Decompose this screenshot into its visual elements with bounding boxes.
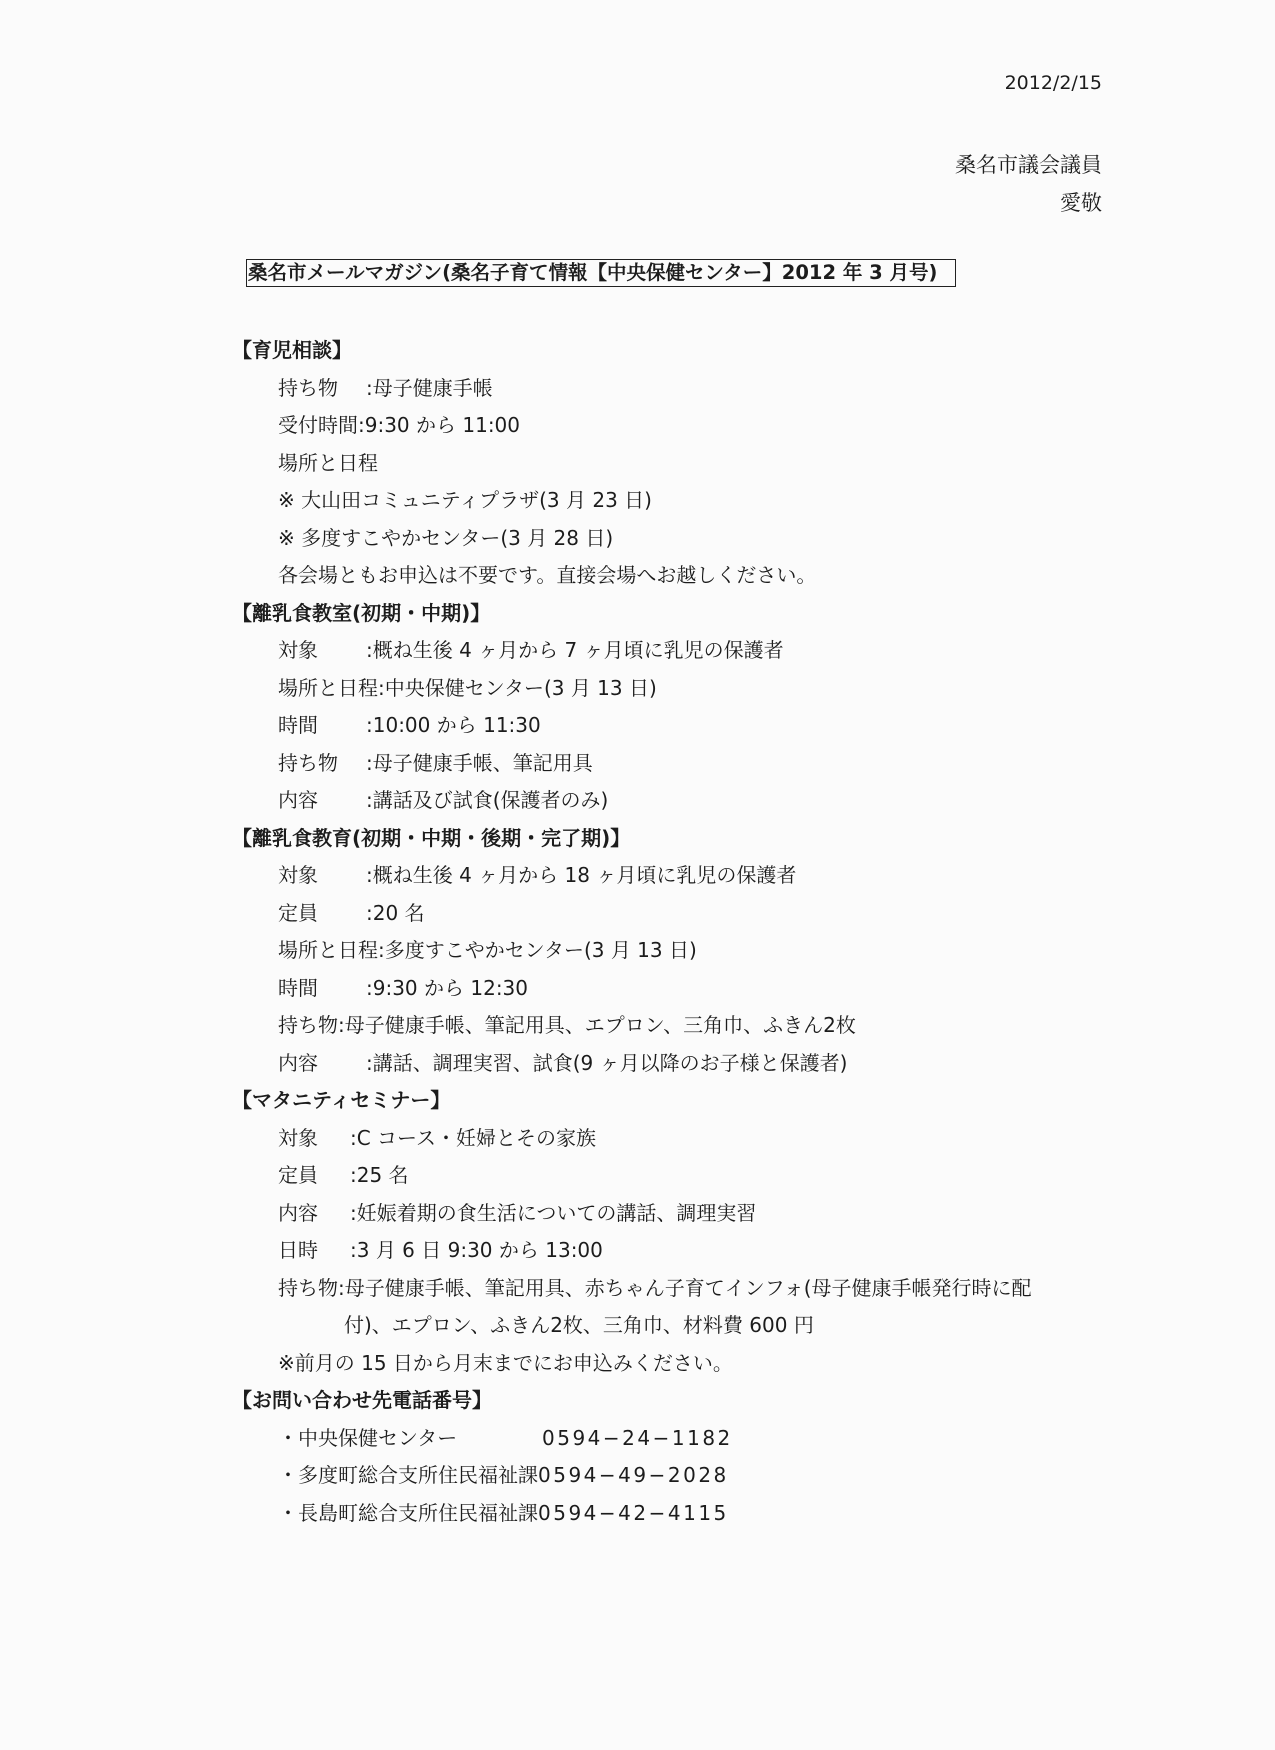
row-value: :概ね生後 4 ヶ月から 18 ヶ月頃に乳児の保護者 xyxy=(366,863,797,887)
contact-number: 0594−24−1182 xyxy=(542,1425,733,1450)
contact-number: 0594−42−4115 xyxy=(538,1500,729,1525)
row-label: 時間 xyxy=(278,713,318,737)
row-value: :講話及び試食(保護者のみ) xyxy=(366,788,609,812)
row-label: 場所と日程 xyxy=(278,938,378,962)
contact-name: ・長島町総合支所住民福祉課 xyxy=(278,1500,538,1525)
row-value: :10:00 から 11:30 xyxy=(366,713,541,737)
row-value: :9:30 から 12:30 xyxy=(366,975,529,1000)
row-label: 対象 xyxy=(278,863,318,887)
info-row xyxy=(278,1120,1112,1158)
info-row xyxy=(278,1232,1112,1270)
section-heading-rinyu-class: 【離乳食教室(初期・中期)】 xyxy=(232,600,491,625)
info-row xyxy=(278,670,1112,708)
section-heading-rinyu-education: 【離乳食教育(初期・中期・後期・完了期)】 xyxy=(232,825,631,850)
contact-name: ・多度町総合支所住民福祉課 xyxy=(278,1463,538,1487)
info-row xyxy=(278,707,1112,745)
contact-row xyxy=(278,1457,1112,1495)
info-row xyxy=(278,370,1112,408)
document-title: 桑名市メールマガジン(桑名子育て情報【中央保健センター】2012 年 3 月号) xyxy=(246,259,956,287)
row-label: 定員 xyxy=(278,900,318,925)
info-row xyxy=(278,895,1112,933)
contact-row xyxy=(278,1495,1112,1533)
row-label: 場所と日程 xyxy=(278,675,378,700)
info-row xyxy=(278,932,1112,970)
row-value: :母子健康手帳、筆記用具、赤ちゃん子育てインフォ(母子健康手帳発行時に配 xyxy=(338,1275,1032,1300)
row-value: :20 名 xyxy=(366,900,425,925)
section-heading-contact: 【お問い合わせ先電話番号】 xyxy=(232,1388,492,1412)
row-label: 内容 xyxy=(278,1050,318,1075)
row-label: 内容 xyxy=(278,1200,318,1225)
info-row xyxy=(278,1270,1112,1308)
info-row xyxy=(278,632,1112,670)
row-value: :母子健康手帳、筆記用具 xyxy=(366,750,593,775)
row-value: :中央保健センター(3 月 13 日) xyxy=(378,675,657,700)
row-value: :25 名 xyxy=(350,1163,409,1187)
row-value: :3 月 6 日 9:30 から 13:00 xyxy=(350,1238,603,1262)
row-value: :多度すこやかセンター(3 月 13 日) xyxy=(378,938,697,962)
row-value: :講話、調理実習、試食(9 ヶ月以降のお子様と保護者) xyxy=(366,1050,848,1075)
row-label: 日時 xyxy=(278,1238,318,1262)
info-row xyxy=(278,857,1112,895)
row-value: :母子健康手帳、筆記用具、エプロン、三角巾、ふきん2枚 xyxy=(338,1013,856,1037)
row-value-continuation: 付)、エプロン、ふきん2枚、三角巾、材料費 600 円 xyxy=(344,1313,814,1337)
contact-row xyxy=(278,1420,1112,1458)
row-label: 時間 xyxy=(278,975,318,1000)
row-label: 対象 xyxy=(278,1125,318,1150)
info-row xyxy=(278,970,1112,1008)
note-line: 各会場ともお申込は不要です。直接会場へお越しください。 xyxy=(278,563,817,587)
recipient-block xyxy=(955,146,1102,222)
venue-line: ※ 多度すこやかセンター(3 月 28 日) xyxy=(278,525,614,550)
document-body xyxy=(232,332,1112,1532)
recipient-line: 桑名市議会議員 xyxy=(955,153,1102,177)
venue-line: ※ 大山田コミュニティプラザ(3 月 23 日) xyxy=(278,488,652,512)
info-row xyxy=(278,1157,1112,1195)
row-label: 持ち物 xyxy=(278,1275,338,1300)
info-row xyxy=(278,782,1112,820)
row-value: :概ね生後 4 ヶ月から 7 ヶ月頃に乳児の保護者 xyxy=(366,638,784,662)
info-row xyxy=(278,1007,1112,1045)
info-line: 場所と日程 xyxy=(278,450,378,475)
row-label: 受付時間 xyxy=(278,413,358,437)
contact-number: 0594−49−2028 xyxy=(538,1463,729,1487)
row-label: 持ち物 xyxy=(278,375,338,400)
row-value: :C コース・妊婦とその家族 xyxy=(350,1125,597,1150)
row-value: :母子健康手帳 xyxy=(366,375,493,400)
recipient-name: 愛敬 xyxy=(1060,191,1102,215)
row-label: 内容 xyxy=(278,788,318,812)
info-row xyxy=(278,1195,1112,1233)
note-line: ※前月の 15 日から月末までにお申込みください。 xyxy=(278,1350,733,1375)
row-value: :妊娠着期の食生活についての講話、調理実習 xyxy=(350,1200,757,1225)
info-row xyxy=(278,407,1112,445)
document-date: 2012/2/15 xyxy=(1004,72,1102,94)
row-label: 定員 xyxy=(278,1163,318,1187)
section-heading-maternity: 【マタニティセミナー】 xyxy=(232,1088,451,1112)
info-row xyxy=(278,1045,1112,1083)
section-heading-ikuji: 【育児相談】 xyxy=(232,338,352,362)
row-label: 持ち物 xyxy=(278,750,338,775)
row-label: 持ち物 xyxy=(278,1013,338,1037)
row-value: :9:30 から 11:00 xyxy=(358,413,521,437)
row-label: 対象 xyxy=(278,638,318,662)
contact-name: ・中央保健センター xyxy=(278,1425,458,1450)
info-row xyxy=(278,745,1112,783)
